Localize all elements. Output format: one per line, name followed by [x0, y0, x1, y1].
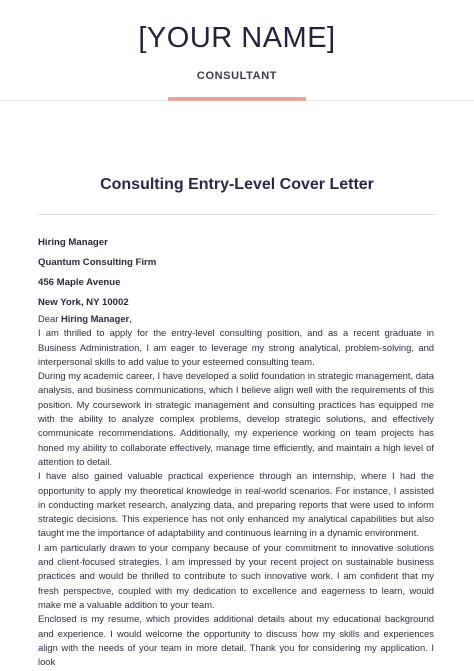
sender-role: CONSULTANT: [196, 70, 278, 82]
salutation-prefix: Dear: [38, 313, 61, 324]
accent-divider: [168, 97, 306, 101]
salutation-suffix: ,: [129, 313, 132, 324]
paragraph: I have also gained valuable practical experience through an internship, where I had the opportunity to apply my theoretical knowledge in real-world scenarios. For instance, I assisted in conducting market research, analyzing data, and preparing reports that were used to inform strategic decisions. This experience has not only enhanced my analytical capabilities but also taught me the importance of adaptability and continuous learning in a dynamic environment.: [38, 470, 434, 539]
letterhead: [0, 0, 474, 101]
recipient-company: Quantum Consulting Firm: [38, 257, 157, 268]
letter-body: [38, 312, 434, 669]
paragraph: I am thrilled to apply for the entry-level consulting position, and as a recent graduate in Business Administration, I am eager to leverage my strong analytical, problem-solving, and interpersonal skills to add value to your esteemed consulting team.: [38, 327, 434, 367]
document-title: Consulting Entry-Level Cover Letter: [100, 176, 374, 193]
title-divider: [38, 214, 436, 215]
salutation-name: Hiring Manager: [60, 313, 130, 324]
recipient-street: 456 Maple Avenue: [38, 277, 121, 288]
recipient-city: New York, NY 10002: [38, 297, 129, 308]
paragraph: Enclosed is my resume, which provides additional details about my educational background and experience. I would welcome the opportunity to discuss how my skills and experiences align with the needs of your team in more detail. Thank you for considering my application. I look: [38, 613, 434, 668]
paragraph: I am particularly drawn to your company because of your commitment to innovative solutions and client-focused strategies. I am impressed by your recent project on sustainable business practices and would be thrilled to contribute to such innovative work. I am confident that my fresh perspective, coupled with my dedication to excellence and eagerness to learn, would make me a valuable addition to your team.: [38, 541, 434, 610]
recipient-name: Hiring Manager: [38, 237, 108, 248]
salutation: [38, 312, 434, 326]
sender-name: [YOUR NAME]: [138, 22, 336, 54]
paragraph: During my academic career, I have developed a solid foundation in strategic management, data analysis, and business communications, which I believe align well with the requirements of this position. My coursework in strategic management and consulting practices has equipped me with the ability to analyze complex problems, develop strategic solutions, and effectively communicate recommendations. Additionally, my experience working on team projects has honed my ability to collaborate effectively, manage time efficiently, and maintain a high level of attention to detail.: [38, 370, 434, 467]
